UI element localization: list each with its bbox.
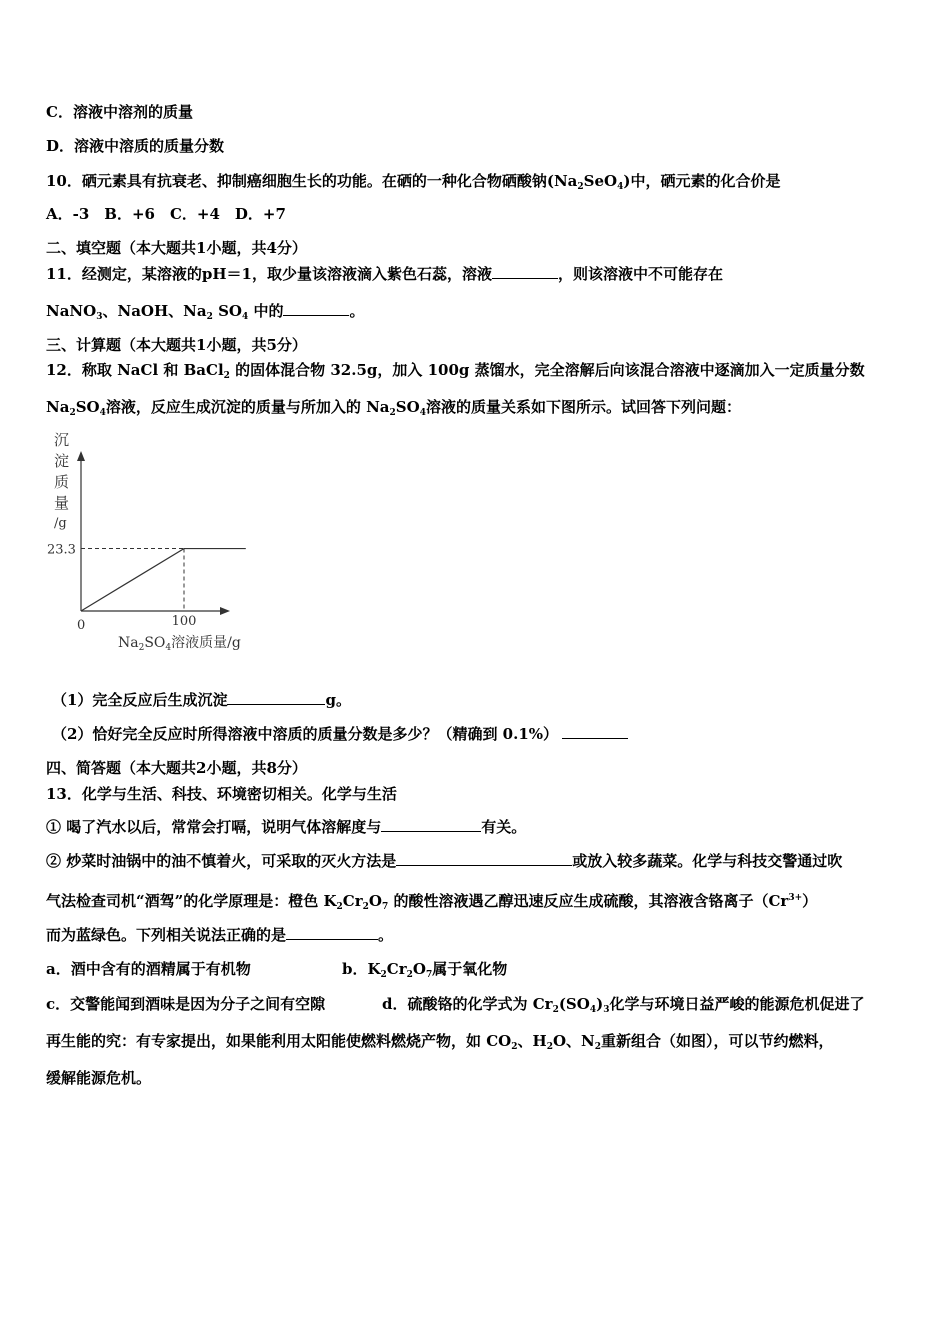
q13-text: 而为蓝绿色。下列相关说法正确的是 — [46, 926, 287, 944]
answer-blank[interactable] — [396, 851, 572, 866]
q13-text: O — [368, 892, 382, 910]
subscript: 7 — [425, 970, 433, 980]
section-4-heading: 四、简答题（本大题共2小题，共8分） — [46, 759, 307, 777]
answer-blank[interactable] — [283, 301, 349, 316]
subscript: 2 — [336, 902, 343, 912]
q11-text: 11．经测定，某溶液的pH＝1，取少量该溶液滴入紫色石蕊，溶液 — [46, 265, 492, 283]
q11-text: 中的 — [248, 302, 284, 320]
q12-text: 溶液的质量关系如下图所示。试回答下列问题： — [425, 398, 741, 416]
opt-text: ) — [596, 995, 604, 1013]
q12-text: 溶液，反应生成沉淀的质量与所加入的 Na — [105, 398, 390, 416]
x-tick-label: 100 — [171, 614, 197, 629]
answer-blank[interactable] — [492, 264, 558, 279]
question-12-part2 — [52, 724, 628, 744]
answer-blank[interactable] — [381, 817, 481, 832]
q11-text: ，则该溶液中不可能存在 — [557, 265, 723, 283]
x-axis-label — [118, 634, 241, 653]
q11-text: 。 — [349, 302, 365, 320]
question-13-item2 — [46, 851, 842, 871]
q13-text: 或放入较多蔬菜。化学与科技交警通过吹 — [572, 852, 843, 870]
question-13-item1 — [46, 817, 526, 837]
opt-text: c．交警能闻到酒味是因为分子之间有空隙 — [46, 995, 326, 1013]
opt-text: Cr — [386, 960, 407, 978]
q12-text: Na — [46, 398, 70, 416]
subscript: 2 — [546, 1042, 553, 1052]
q12-text: 12．称取 NaCl 和 BaCl — [46, 361, 224, 379]
q13-text: Cr — [342, 892, 363, 910]
q12-text: （2）恰好完全反应时所得溶液中溶质的质量分数是多少？（精确到 0.1%） — [52, 725, 559, 743]
question-11-line2 — [46, 301, 365, 327]
q11-text: SO — [212, 302, 242, 320]
q11-text: 、NaOH、Na — [102, 302, 207, 320]
origin-label: 0 — [77, 618, 86, 633]
q13-text: ② 炒菜时油锅中的油不慎着火，可采取的灭火方法是 — [46, 852, 397, 870]
answer-blank[interactable] — [227, 690, 325, 705]
subscript: 4 — [99, 408, 106, 418]
q13-text: 再生能的究：有专家提出，如果能利用太阳能使燃料燃烧产物，如 CO — [46, 1032, 512, 1050]
option-b — [342, 959, 507, 985]
subscript: 4 — [419, 408, 426, 418]
q13-text: ① 喝了汽水以后，常常会打嗝，说明气体溶解度与 — [46, 818, 382, 836]
x-axis-arrow — [220, 607, 230, 615]
x-label-part: SO — [144, 635, 166, 651]
q10-text: 10．硒元素具有抗衰老、抑制癌细胞生长的功能。在硒的一种化合物硒酸钠(Na — [46, 172, 578, 190]
subscript: 2 — [380, 970, 387, 980]
opt-text: 属于氧化物 — [432, 960, 508, 978]
subscript: 2 — [206, 312, 213, 322]
y-label-char: 淀 — [54, 452, 70, 470]
q13-text: 气法检查司机“酒驾”的化学原理是：橙色 K — [46, 892, 337, 910]
option-d-row — [382, 994, 864, 1020]
y-tick-label: 23.3 — [47, 542, 76, 558]
question-13-line4 — [46, 925, 393, 945]
q12-text: g。 — [325, 691, 351, 709]
section-2-heading: 二、填空题（本大题共1小题，共4分） — [46, 239, 307, 257]
option-c-row — [46, 994, 325, 1014]
subscript: 2 — [223, 371, 230, 381]
x-label-part: Na — [118, 635, 139, 651]
option-d: D．溶液中溶质的质量分数 — [46, 137, 225, 155]
subscript: 3 — [96, 312, 103, 322]
question-13-line7 — [46, 1031, 834, 1057]
subscript: 4 — [241, 312, 249, 322]
precipitate-chart — [40, 425, 280, 660]
opt-text: O — [412, 960, 426, 978]
question-13-intro: 13．化学与生活、科技、环境密切相关。化学与生活 — [46, 785, 397, 803]
question-12-part1 — [52, 690, 351, 710]
y-axis-arrow — [77, 451, 85, 461]
opt-text: 化学与环境日益严峻的能源危机促进了 — [609, 995, 865, 1013]
subscript: 7 — [381, 902, 389, 912]
subscript: 2 — [69, 408, 76, 418]
q10-text: SeO — [583, 172, 618, 190]
subscript: 2 — [577, 182, 584, 192]
subscript: 2 — [406, 970, 413, 980]
subscript: 2 — [362, 902, 369, 912]
superscript: 3+ — [788, 893, 803, 903]
question-12-line1 — [46, 360, 865, 386]
precipitate-line — [81, 549, 246, 611]
opt-text: d．硫酸铬的化学式为 Cr — [382, 995, 553, 1013]
question-13-line3 — [46, 888, 817, 917]
q13-text: ） — [802, 892, 818, 910]
y-label-char: 质 — [54, 473, 70, 491]
x-label-part: 溶液质量/g — [171, 635, 241, 651]
option-a: a．酒中含有的酒精属于有机物 — [46, 960, 251, 978]
q12-text: （1）完全反应后生成沉淀 — [52, 691, 228, 709]
q12-text: SO — [75, 398, 100, 416]
question-13-line8: 缓解能源危机。 — [46, 1069, 152, 1087]
q13-text: 。 — [378, 926, 394, 944]
q13-text: 的酸性溶液遇乙醇迅速反应生成硫酸，其溶液含铬离子（Cr — [388, 892, 789, 910]
subscript: 4 — [589, 1005, 597, 1015]
q13-text: 、H — [517, 1032, 547, 1050]
subscript: 2 — [552, 1005, 559, 1015]
question-10-choices: A．-3 B．+6 C．+4 D．+7 — [46, 205, 286, 223]
section-3-heading: 三、计算题（本大题共1小题，共5分） — [46, 336, 307, 354]
x-label-sub: 4 — [165, 643, 172, 653]
subscript: 2 — [594, 1042, 601, 1052]
q12-text: SO — [395, 398, 420, 416]
y-label-char: /g — [54, 516, 67, 531]
opt-text: b．K — [342, 960, 381, 978]
opt-text: (SO — [558, 995, 590, 1013]
y-label-char: 量 — [54, 494, 70, 512]
subscript: 3 — [603, 1005, 610, 1015]
q13-text: 有关。 — [481, 818, 527, 836]
option-c: C．溶液中溶剂的质量 — [46, 103, 193, 121]
q11-text: NaNO — [46, 302, 97, 320]
q12-text: 的固体混合物 32.5g，加入 100g 蒸馏水，完全溶解后向该混合溶液中逐滴加入一定质量分数 — [229, 361, 865, 379]
question-11-line1 — [46, 264, 723, 284]
question-10 — [46, 171, 781, 197]
x-label-sub: 2 — [138, 643, 145, 653]
subscript: 4 — [617, 182, 624, 192]
question-12-line2 — [46, 397, 741, 423]
q13-text: 重新组合（如图），可以节约燃料， — [601, 1032, 834, 1050]
q13-text: O、N — [552, 1032, 595, 1050]
answer-blank[interactable] — [286, 925, 378, 940]
subscript: 2 — [511, 1042, 518, 1052]
answer-blank[interactable] — [562, 724, 628, 739]
y-label-char: 沉 — [54, 431, 70, 449]
q10-text: )中，硒元素的化合价是 — [623, 172, 781, 190]
subscript: 2 — [389, 408, 396, 418]
